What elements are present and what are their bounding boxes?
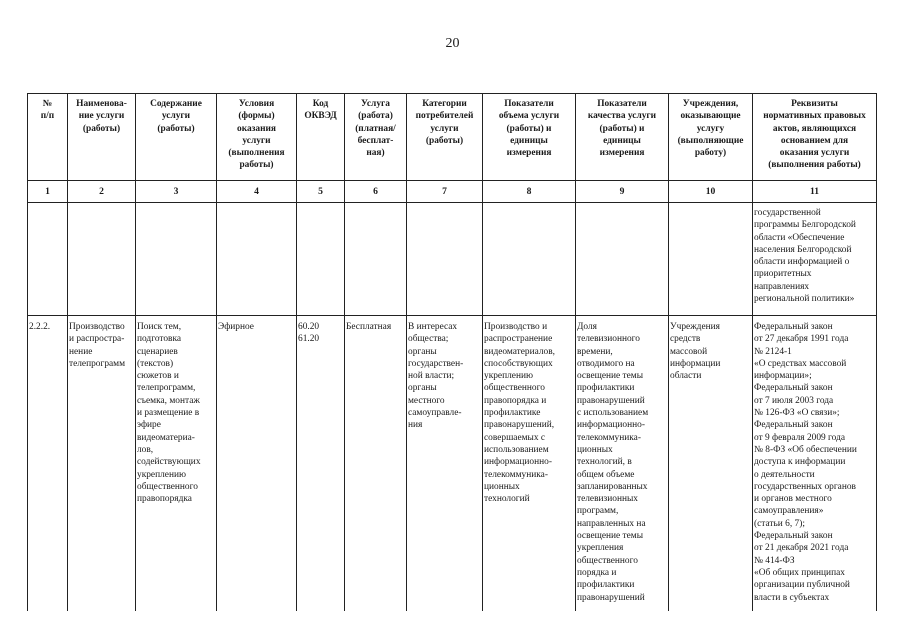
row-cell-no: 2.2.2. bbox=[29, 322, 51, 332]
table-column-border-7 bbox=[406, 93, 407, 611]
row-cell-conditions: Эфирное bbox=[218, 322, 254, 332]
row-cell-name: Производство и распростра- нение телепрограмм bbox=[69, 322, 126, 369]
table-column-border-9 bbox=[575, 93, 576, 611]
table-column-border-5 bbox=[296, 93, 297, 611]
row-cell-quality: Доля телевизионного времени, отводимого на освещение темы профилактики правонарушений с использованием информационно- телекоммуника- ционных технологий, в общем объеме запланированных телевизионных программ, направленных на освещение темы укрепления общественного порядка и профилактики правонарушений bbox=[577, 322, 649, 603]
column-number-11: 11 bbox=[809, 186, 820, 197]
row-cell-requisites: Федеральный закон от 27 декабря 1991 года № 2124-1 «О средствах массовой информации»; Федеральный закон от 7 июля 2003 года № 126-ФЗ «О связи»; Федеральный закон от 9 февраля 2009 года № 8-ФЗ «Об обеспечении доступа к информации о деятельности государственных органов и органов местного самоуправления» (статьи 6, 7); Федеральный закон от 21 декабря 2021 года № 414-ФЗ «Об общих принципах организации публичной власти в субъектах bbox=[754, 322, 857, 603]
row-cell-content: Поиск тем, подготовка сценариев (текстов) сюжетов и телепрограмм, съемка, монтаж и размещение в эфире видеоматериа- лов, содействующих укреплению общественного правопорядка bbox=[137, 322, 201, 505]
header-cell-11: Реквизиты нормативных правовых актов, являющихся основанием для оказания услуги (выполнения работы) bbox=[763, 99, 866, 171]
column-number-9: 9 bbox=[619, 186, 625, 197]
header-cell-6: Услуга (работа) (платная/ бесплат- ная) bbox=[355, 99, 396, 159]
continuation-requisites-cell: государственной программы Белгородской области «Обеспечение населения Белгородской области информацией о приоритетных направлениях региональной политики» bbox=[754, 208, 856, 305]
header-cell-2: Наименова- ние услуги (работы) bbox=[76, 99, 127, 134]
row-cell-paid: Бесплатная bbox=[346, 322, 392, 332]
column-number-10: 10 bbox=[705, 186, 716, 197]
column-number-7: 7 bbox=[442, 186, 447, 197]
row-cell-okved: 60.20 61.20 bbox=[298, 322, 320, 345]
column-number-5: 5 bbox=[318, 186, 323, 197]
column-number-3: 3 bbox=[173, 186, 179, 197]
table-rule-3 bbox=[27, 202, 877, 203]
table-column-border-10 bbox=[668, 93, 669, 611]
table-column-border-11 bbox=[752, 93, 753, 611]
column-number-6: 6 bbox=[373, 186, 378, 197]
header-cell-9: Показатели качества услуги (работы) и единицы измерения bbox=[587, 99, 657, 159]
table-column-border-1 bbox=[27, 93, 28, 611]
table-column-border-2 bbox=[67, 93, 68, 611]
table-column-border-8 bbox=[482, 93, 483, 611]
header-cell-8: Показатели объема услуги (работы) и единицы измерения bbox=[498, 99, 560, 159]
header-cell-4: Условия (формы) оказания услуги (выполнения работы) bbox=[228, 99, 285, 171]
page-number: 20 bbox=[445, 36, 460, 51]
header-cell-5: Код ОКВЭД bbox=[304, 99, 337, 122]
row-cell-consumers: В интересах общества; органы государствен- ной власти; органы местного самоуправле- ния bbox=[408, 322, 464, 431]
header-cell-10: Учреждения, оказывающие услугу (выполняющие работу) bbox=[677, 99, 744, 159]
table-column-border-3 bbox=[135, 93, 136, 611]
column-number-1: 1 bbox=[45, 186, 50, 197]
table-column-border-12 bbox=[876, 93, 877, 611]
header-cell-7: Категории потребителей услуги (работы) bbox=[415, 99, 474, 146]
table-rule-1 bbox=[27, 93, 877, 94]
table-rule-4 bbox=[27, 315, 877, 316]
table-rule-2 bbox=[27, 180, 877, 181]
header-cell-3: Содержание услуги (работы) bbox=[150, 99, 202, 134]
column-number-4: 4 bbox=[254, 186, 259, 197]
table-column-border-6 bbox=[344, 93, 345, 611]
column-number-8: 8 bbox=[526, 186, 532, 197]
table-column-border-4 bbox=[216, 93, 217, 611]
row-cell-institutions: Учреждения средств массовой информации области bbox=[670, 322, 721, 382]
header-cell-1: № п/п bbox=[40, 99, 55, 122]
column-number-2: 2 bbox=[99, 186, 104, 197]
row-cell-volume: Производство и распространение видеоматериалов, способствующих укреплению общественного правопорядка и профилактике правонарушений, совершаемых с использованием информационно- телекоммуника- ционных технологий bbox=[484, 322, 556, 505]
